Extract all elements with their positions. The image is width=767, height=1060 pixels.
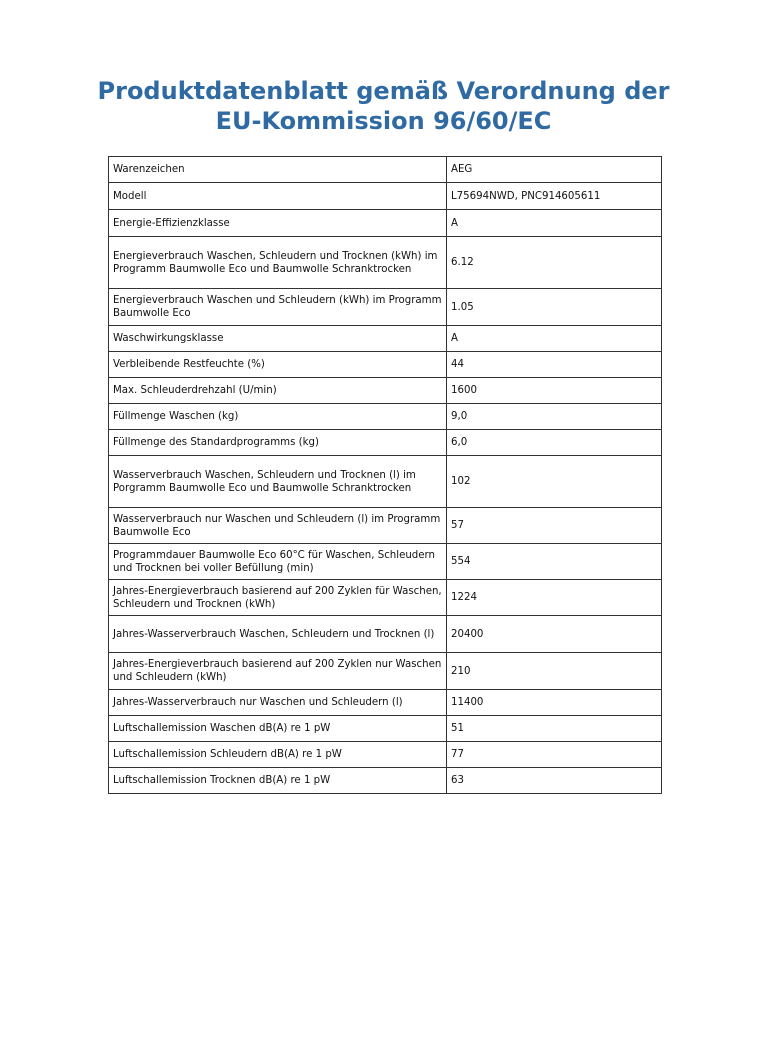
row-value: 554 (447, 544, 662, 580)
table-row (109, 508, 662, 544)
row-value: 1224 (447, 580, 662, 616)
row-value: A (447, 210, 662, 237)
row-label: Warenzeichen (109, 157, 447, 183)
table-row (109, 183, 662, 210)
row-value: 63 (447, 768, 662, 794)
row-label: Verbleibende Restfeuchte (%) (109, 352, 447, 378)
row-label: Wasserverbrauch nur Waschen und Schleudern (l) im Programm Baumwolle Eco (109, 508, 447, 544)
row-label: Füllmenge Waschen (kg) (109, 404, 447, 430)
row-label: Jahres-Wasserverbrauch Waschen, Schleudern und Trocknen (l) (109, 616, 447, 653)
row-value: 11400 (447, 690, 662, 716)
row-label: Wasserverbrauch Waschen, Schleudern und Trocknen (l) im Porgramm Baumwolle Eco und Baumwolle Schranktrocken (109, 456, 447, 508)
row-value: 210 (447, 653, 662, 690)
row-value: 1.05 (447, 289, 662, 326)
row-label: Energie-Effizienzklasse (109, 210, 447, 237)
row-value: 1600 (447, 378, 662, 404)
title-line-2: EU-Kommission 96/60/EC (215, 107, 552, 135)
row-value: 57 (447, 508, 662, 544)
table-row (109, 690, 662, 716)
product-data-table (108, 156, 662, 794)
table-row (109, 768, 662, 794)
table-row (109, 653, 662, 690)
title-line-1: Produktdatenblatt gemäß Verordnung der (97, 77, 670, 105)
table-row (109, 742, 662, 768)
row-label: Luftschallemission Waschen dB(A) re 1 pW (109, 716, 447, 742)
row-label: Luftschallemission Trocknen dB(A) re 1 pW (109, 768, 447, 794)
row-value: 102 (447, 456, 662, 508)
row-value: 9,0 (447, 404, 662, 430)
row-label: Jahres-Energieverbrauch basierend auf 200 Zyklen für Waschen, Schleudern und Trocknen (kWh) (109, 580, 447, 616)
row-label: Energieverbrauch Waschen und Schleudern (kWh) im Programm Baumwolle Eco (109, 289, 447, 326)
table-row (109, 352, 662, 378)
document-title (0, 76, 767, 136)
row-label: Max. Schleuderdrehzahl (U/min) (109, 378, 447, 404)
table-row (109, 237, 662, 289)
row-label: Modell (109, 183, 447, 210)
row-label: Jahres-Energieverbrauch basierend auf 200 Zyklen nur Waschen und Schleudern (kWh) (109, 653, 447, 690)
table-row (109, 616, 662, 653)
row-label: Jahres-Wasserverbrauch nur Waschen und Schleudern (l) (109, 690, 447, 716)
table-row (109, 580, 662, 616)
row-value: AEG (447, 157, 662, 183)
row-label: Programmdauer Baumwolle Eco 60°C für Waschen, Schleudern und Trocknen bei voller Befüllung (min) (109, 544, 447, 580)
row-value: 6,0 (447, 430, 662, 456)
table-row (109, 404, 662, 430)
table-row (109, 456, 662, 508)
row-label: Energieverbrauch Waschen, Schleudern und Trocknen (kWh) im Programm Baumwolle Eco und Baumwolle Schranktrocken (109, 237, 447, 289)
table-row (109, 210, 662, 237)
row-value: L75694NWD, PNC914605611 (447, 183, 662, 210)
row-label: Füllmenge des Standardprogramms (kg) (109, 430, 447, 456)
row-label: Waschwirkungsklasse (109, 326, 447, 352)
table-row (109, 430, 662, 456)
row-value: 20400 (447, 616, 662, 653)
row-value: A (447, 326, 662, 352)
table-row (109, 716, 662, 742)
table-row (109, 289, 662, 326)
row-value: 51 (447, 716, 662, 742)
table-row (109, 157, 662, 183)
table-row (109, 378, 662, 404)
row-value: 77 (447, 742, 662, 768)
row-label: Luftschallemission Schleudern dB(A) re 1 pW (109, 742, 447, 768)
row-value: 6.12 (447, 237, 662, 289)
table-row (109, 544, 662, 580)
table-row (109, 326, 662, 352)
row-value: 44 (447, 352, 662, 378)
